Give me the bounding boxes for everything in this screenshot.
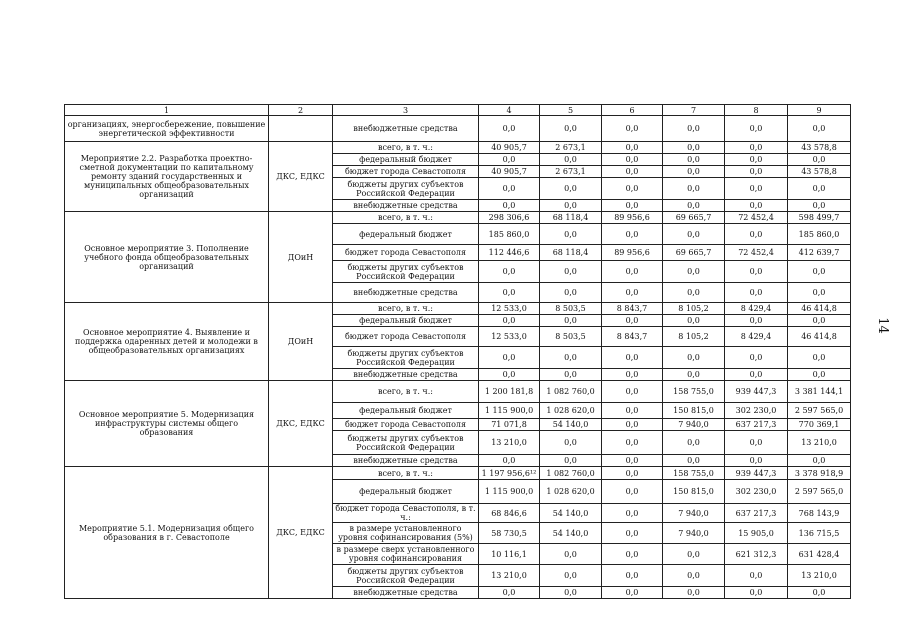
amount-cell: 0,0 (479, 347, 540, 369)
amount-cell: 0,0 (663, 142, 725, 154)
amount-cell: 0,0 (602, 504, 663, 523)
funding-source-label: бюджет города Севастополя (333, 245, 479, 261)
responsible-executor: ДКС, ЕДКС (269, 381, 333, 467)
amount-cell: 0,0 (602, 347, 663, 369)
amount-cell: 768 143,9 (788, 504, 851, 523)
funding-source-label: бюджеты других субъектов Российской Федерации (333, 261, 479, 283)
amount-cell: 8 843,7 (602, 327, 663, 347)
column-number-cell: 8 (725, 105, 788, 116)
amount-cell: 0,0 (602, 523, 663, 544)
amount-cell: 298 306,6 (479, 212, 540, 224)
amount-cell: 112 446,6 (479, 245, 540, 261)
table-row (65, 467, 851, 480)
amount-cell: 939 447,3 (725, 467, 788, 480)
funding-source-label: бюджеты других субъектов Российской Федерации (333, 565, 479, 587)
amount-cell: 0,0 (479, 200, 540, 212)
column-number-cell: 4 (479, 105, 540, 116)
amount-cell: 1 082 760,0 (540, 381, 602, 403)
amount-cell: 0,0 (725, 347, 788, 369)
amount-cell: 0,0 (663, 587, 725, 599)
amount-cell: 0,0 (725, 166, 788, 178)
funding-source-label: бюджет города Севастополя (333, 166, 479, 178)
amount-cell: 68 846,6 (479, 504, 540, 523)
funding-source-label: всего, в т. ч.: (333, 303, 479, 315)
amount-cell: 54 140,0 (540, 504, 602, 523)
amount-cell: 0,0 (602, 431, 663, 455)
funding-source-label: в размере установленного уровня софинансирования (5%) (333, 523, 479, 544)
amount-cell: 1 200 181,8 (479, 381, 540, 403)
amount-cell: 0,0 (540, 178, 602, 200)
amount-cell: 8 105,2 (663, 327, 725, 347)
amount-cell: 3 378 918,9 (788, 467, 851, 480)
amount-cell: 0,0 (479, 178, 540, 200)
amount-cell: 0,0 (725, 224, 788, 245)
amount-cell: 0,0 (663, 261, 725, 283)
amount-cell: 0,0 (788, 347, 851, 369)
page-number: 14 (874, 317, 890, 334)
amount-cell: 0,0 (540, 315, 602, 327)
activity-description: Основное мероприятие 3. Пополнение учебного фонда общеобразовательных организаций (65, 212, 269, 303)
responsible-executor: ДКС, ЕДКС (269, 142, 333, 212)
amount-cell: 1 115 900,0 (479, 403, 540, 419)
amount-cell: 598 499,7 (788, 212, 851, 224)
amount-cell: 2 673,1 (540, 142, 602, 154)
amount-cell: 8 105,2 (663, 303, 725, 315)
amount-cell: 72 452,4 (725, 212, 788, 224)
funding-source-label: федеральный бюджет (333, 154, 479, 166)
amount-cell: 43 578,8 (788, 166, 851, 178)
amount-cell: 0,0 (540, 431, 602, 455)
amount-cell: 0,0 (788, 315, 851, 327)
activity-description: организациях, энергосбережение, повышение энергетической эффективности (65, 116, 269, 142)
column-number-cell: 9 (788, 105, 851, 116)
amount-cell: 7 940,0 (663, 419, 725, 431)
amount-cell: 0,0 (725, 283, 788, 303)
column-number-row (65, 105, 851, 116)
funding-source-label: бюджеты других субъектов Российской Федерации (333, 431, 479, 455)
amount-cell: 0,0 (725, 261, 788, 283)
funding-source-label: федеральный бюджет (333, 480, 479, 504)
column-number-cell: 6 (602, 105, 663, 116)
funding-source-label: внебюджетные средства (333, 200, 479, 212)
amount-cell: 0,0 (725, 369, 788, 381)
funding-source-label: внебюджетные средства (333, 587, 479, 599)
amount-cell: 150 815,0 (663, 403, 725, 419)
amount-cell: 43 578,8 (788, 142, 851, 154)
funding-source-label: бюджеты других субъектов Российской Федерации (333, 178, 479, 200)
amount-cell: 0,0 (602, 467, 663, 480)
amount-cell: 0,0 (479, 455, 540, 467)
amount-cell: 3 381 144,1 (788, 381, 851, 403)
activity-description: Основное мероприятие 5. Модернизация инфраструктуры системы общего образования (65, 381, 269, 467)
amount-cell: 0,0 (479, 369, 540, 381)
table-row (65, 116, 851, 142)
table-row (65, 303, 851, 315)
responsible-executor: ДОиН (269, 212, 333, 303)
amount-cell: 68 118,4 (540, 212, 602, 224)
amount-cell: 0,0 (479, 587, 540, 599)
column-number-cell: 3 (333, 105, 479, 116)
amount-cell: 0,0 (540, 283, 602, 303)
amount-cell: 0,0 (788, 455, 851, 467)
amount-cell: 54 140,0 (540, 523, 602, 544)
column-number-cell: 2 (269, 105, 333, 116)
activity-description: Мероприятие 5.1. Модернизация общего образования в г. Севастополе (65, 467, 269, 599)
amount-cell: 13 210,0 (788, 565, 851, 587)
amount-cell: 0,0 (663, 455, 725, 467)
amount-cell: 0,0 (663, 154, 725, 166)
activity-description: Основное мероприятие 4. Выявление и поддержка одаренных детей и молодежи в общеобразовательных организациях (65, 303, 269, 381)
amount-cell: 0,0 (663, 283, 725, 303)
amount-cell: 8 843,7 (602, 303, 663, 315)
amount-cell: 0,0 (540, 224, 602, 245)
amount-cell: 158 755,0 (663, 381, 725, 403)
amount-cell: 0,0 (479, 116, 540, 142)
funding-source-label: бюджет города Севастополя (333, 419, 479, 431)
amount-cell: 637 217,3 (725, 504, 788, 523)
amount-cell: 2 673,1 (540, 166, 602, 178)
amount-cell: 0,0 (725, 142, 788, 154)
funding-source-label: внебюджетные средства (333, 116, 479, 142)
amount-cell: 158 755,0 (663, 467, 725, 480)
amount-cell: 0,0 (663, 347, 725, 369)
amount-cell: 0,0 (540, 154, 602, 166)
amount-cell: 0,0 (602, 480, 663, 504)
amount-cell: 412 639,7 (788, 245, 851, 261)
amount-cell: 621 312,3 (725, 544, 788, 565)
amount-cell: 0,0 (725, 154, 788, 166)
funding-source-label: внебюджетные средства (333, 455, 479, 467)
funding-source-label: бюджет города Севастополя (333, 327, 479, 347)
amount-cell: 0,0 (540, 544, 602, 565)
amount-cell: 0,0 (725, 587, 788, 599)
amount-cell: 0,0 (788, 587, 851, 599)
amount-cell: 0,0 (663, 178, 725, 200)
amount-cell: 0,0 (663, 116, 725, 142)
amount-cell: 0,0 (663, 565, 725, 587)
amount-cell: 89 956,6 (602, 245, 663, 261)
amount-cell: 0,0 (540, 116, 602, 142)
funding-source-label: федеральный бюджет (333, 403, 479, 419)
amount-cell: 1 197 956,6¹² (479, 467, 540, 480)
amount-cell: 0,0 (788, 116, 851, 142)
amount-cell: 0,0 (725, 315, 788, 327)
amount-cell: 12 533,0 (479, 327, 540, 347)
amount-cell: 0,0 (788, 200, 851, 212)
amount-cell: 1 028 620,0 (540, 403, 602, 419)
amount-cell: 0,0 (663, 369, 725, 381)
amount-cell: 0,0 (725, 565, 788, 587)
amount-cell: 2 597 565,0 (788, 480, 851, 504)
funding-source-label: всего, в т. ч.: (333, 381, 479, 403)
table-body (65, 105, 851, 599)
amount-cell: 0,0 (725, 116, 788, 142)
amount-cell: 15 905,0 (725, 523, 788, 544)
amount-cell: 40 905,7 (479, 166, 540, 178)
funding-source-label: всего, в т. ч.: (333, 212, 479, 224)
amount-cell: 0,0 (602, 142, 663, 154)
funding-source-label: бюджеты других субъектов Российской Федерации (333, 347, 479, 369)
table-row (65, 142, 851, 154)
amount-cell: 0,0 (540, 200, 602, 212)
amount-cell: 770 369,1 (788, 419, 851, 431)
amount-cell: 2 597 565,0 (788, 403, 851, 419)
amount-cell: 0,0 (602, 565, 663, 587)
amount-cell: 0,0 (788, 369, 851, 381)
amount-cell: 0,0 (602, 200, 663, 212)
amount-cell: 13 210,0 (479, 431, 540, 455)
amount-cell: 69 665,7 (663, 212, 725, 224)
amount-cell: 136 715,5 (788, 523, 851, 544)
amount-cell: 13 210,0 (479, 565, 540, 587)
funding-source-label: всего, в т. ч.: (333, 142, 479, 154)
amount-cell: 0,0 (663, 224, 725, 245)
amount-cell: 150 815,0 (663, 480, 725, 504)
table-row (65, 381, 851, 403)
responsible-executor: ДКС, ЕДКС (269, 467, 333, 599)
amount-cell: 0,0 (725, 178, 788, 200)
amount-cell: 0,0 (602, 166, 663, 178)
amount-cell: 46 414,8 (788, 327, 851, 347)
amount-cell: 40 905,7 (479, 142, 540, 154)
amount-cell: 0,0 (788, 283, 851, 303)
amount-cell: 12 533,0 (479, 303, 540, 315)
amount-cell: 0,0 (602, 315, 663, 327)
funding-source-label: федеральный бюджет (333, 315, 479, 327)
amount-cell: 10 116,1 (479, 544, 540, 565)
amount-cell: 58 730,5 (479, 523, 540, 544)
amount-cell: 631 428,4 (788, 544, 851, 565)
amount-cell: 0,0 (540, 347, 602, 369)
funding-source-label: бюджет города Севастополя, в т. ч.: (333, 504, 479, 523)
amount-cell: 0,0 (725, 200, 788, 212)
amount-cell: 0,0 (602, 419, 663, 431)
responsible-executor (269, 116, 333, 142)
amount-cell: 0,0 (602, 224, 663, 245)
amount-cell: 0,0 (725, 431, 788, 455)
amount-cell: 0,0 (479, 283, 540, 303)
amount-cell: 0,0 (602, 116, 663, 142)
amount-cell: 0,0 (479, 154, 540, 166)
amount-cell: 185 860,0 (788, 224, 851, 245)
amount-cell: 8 503,5 (540, 303, 602, 315)
amount-cell: 0,0 (540, 261, 602, 283)
amount-cell: 72 452,4 (725, 245, 788, 261)
amount-cell: 0,0 (540, 369, 602, 381)
amount-cell: 0,0 (602, 283, 663, 303)
amount-cell: 0,0 (663, 431, 725, 455)
amount-cell: 0,0 (602, 178, 663, 200)
amount-cell: 0,0 (479, 315, 540, 327)
table-row (65, 212, 851, 224)
amount-cell: 0,0 (540, 587, 602, 599)
amount-cell: 13 210,0 (788, 431, 851, 455)
amount-cell: 8 429,4 (725, 303, 788, 315)
amount-cell: 0,0 (602, 369, 663, 381)
amount-cell: 0,0 (663, 544, 725, 565)
amount-cell: 185 860,0 (479, 224, 540, 245)
amount-cell: 89 956,6 (602, 212, 663, 224)
amount-cell: 0,0 (602, 455, 663, 467)
budget-table (64, 104, 851, 599)
column-number-cell: 5 (540, 105, 602, 116)
column-number-cell: 1 (65, 105, 269, 116)
amount-cell: 0,0 (725, 455, 788, 467)
amount-cell: 0,0 (540, 455, 602, 467)
responsible-executor: ДОиН (269, 303, 333, 381)
amount-cell: 0,0 (788, 261, 851, 283)
amount-cell: 54 140,0 (540, 419, 602, 431)
amount-cell: 0,0 (663, 200, 725, 212)
amount-cell: 0,0 (602, 587, 663, 599)
column-number-cell: 7 (663, 105, 725, 116)
amount-cell: 302 230,0 (725, 480, 788, 504)
amount-cell: 0,0 (663, 166, 725, 178)
amount-cell: 0,0 (663, 315, 725, 327)
amount-cell: 69 665,7 (663, 245, 725, 261)
amount-cell: 8 503,5 (540, 327, 602, 347)
amount-cell: 0,0 (788, 154, 851, 166)
amount-cell: 0,0 (602, 154, 663, 166)
amount-cell: 7 940,0 (663, 523, 725, 544)
funding-source-label: федеральный бюджет (333, 224, 479, 245)
activity-description: Мероприятие 2.2. Разработка проектно-сметной документации по капитальному ремонту зданий государственных и муниципальных общеобразовательных организаций (65, 142, 269, 212)
amount-cell: 302 230,0 (725, 403, 788, 419)
amount-cell: 0,0 (788, 178, 851, 200)
amount-cell: 71 071,8 (479, 419, 540, 431)
amount-cell: 0,0 (602, 544, 663, 565)
amount-cell: 1 115 900,0 (479, 480, 540, 504)
amount-cell: 46 414,8 (788, 303, 851, 315)
amount-cell: 7 940,0 (663, 504, 725, 523)
amount-cell: 1 028 620,0 (540, 480, 602, 504)
amount-cell: 0,0 (602, 261, 663, 283)
funding-source-label: внебюджетные средства (333, 369, 479, 381)
amount-cell: 1 082 760,0 (540, 467, 602, 480)
amount-cell: 0,0 (602, 381, 663, 403)
funding-source-label: внебюджетные средства (333, 283, 479, 303)
amount-cell: 0,0 (479, 261, 540, 283)
amount-cell: 68 118,4 (540, 245, 602, 261)
amount-cell: 0,0 (540, 565, 602, 587)
funding-source-label: всего, в т. ч.: (333, 467, 479, 480)
amount-cell: 8 429,4 (725, 327, 788, 347)
amount-cell: 939 447,3 (725, 381, 788, 403)
amount-cell: 637 217,3 (725, 419, 788, 431)
funding-source-label: в размере сверх установленного уровня софинансирования (333, 544, 479, 565)
amount-cell: 0,0 (602, 403, 663, 419)
